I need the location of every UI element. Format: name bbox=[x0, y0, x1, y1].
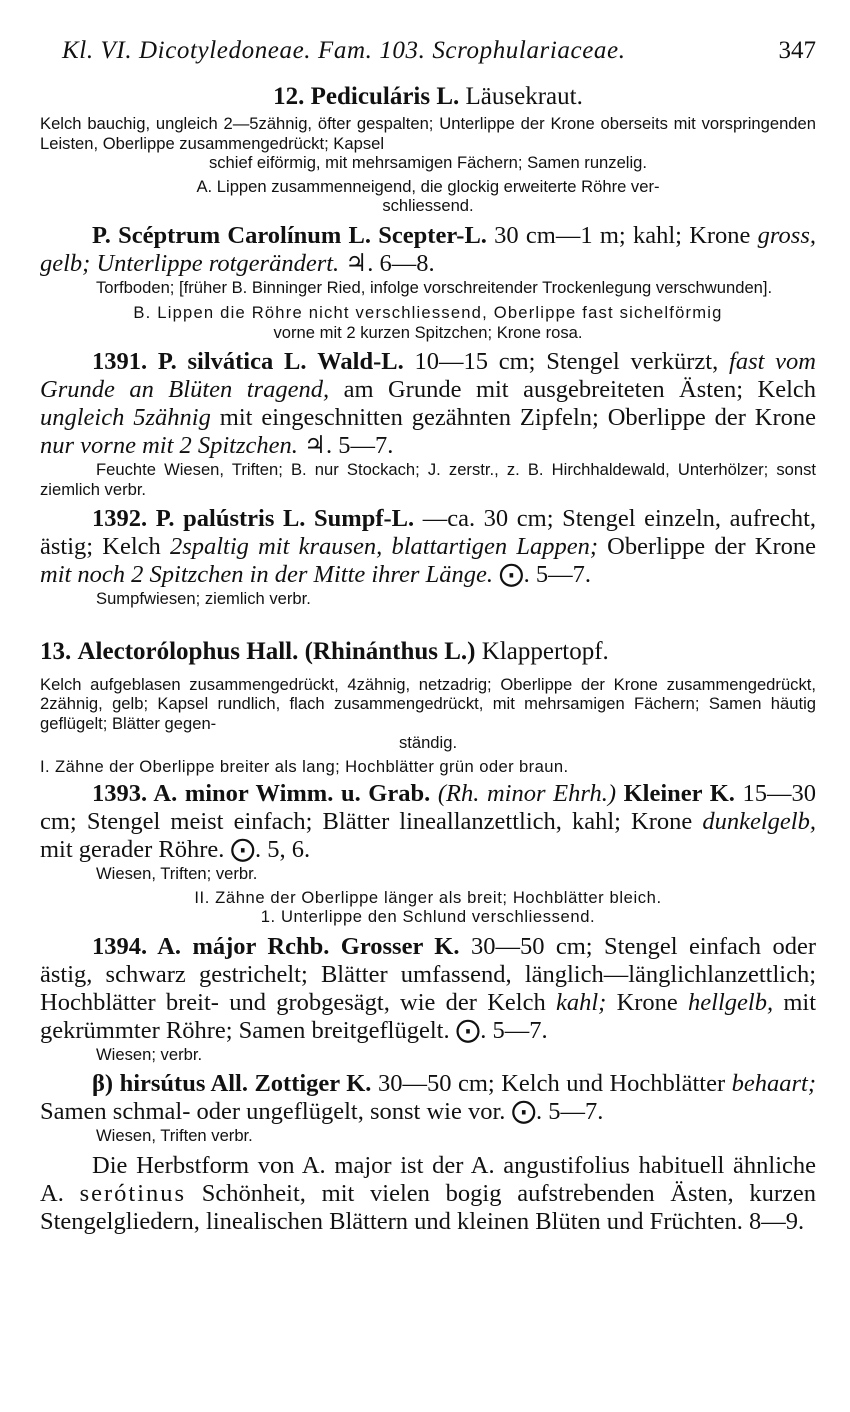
species-common-name: Grosser K. bbox=[340, 932, 460, 960]
species-common-name: Scepter-L. bbox=[378, 221, 487, 249]
genus-common-name: Klappertopf. bbox=[481, 637, 609, 665]
genus-synonym: (Rhinánthus L.) bbox=[304, 637, 476, 665]
genus-name: Pediculáris L. bbox=[310, 83, 460, 110]
variety-name: β) hirsútus All. bbox=[92, 1070, 248, 1097]
running-header bbox=[62, 36, 816, 66]
page-number: 347 bbox=[778, 37, 816, 64]
species-sceptrum: P. Scéptrum Carolínum L. Scepter-L. 30 cm—1 m; kahl; Krone gross, gelb; Unterlippe rotgerändert. ♃. 6—8. bbox=[40, 221, 816, 277]
species-name: 1393. A. minor Wimm. u. Grab. bbox=[92, 780, 431, 807]
genus-heading-13 bbox=[40, 637, 816, 667]
genus-heading-12 bbox=[40, 82, 816, 112]
species-1394: 1394. A. májor Rchb. Grosser K. 30—50 cm; Stengel einfach oder ästig, schwarz gestrichelt; Blätter umfassend, länglich—länglichlanzettlich; Hochblätter breit- und grobgesägt, wie der Kelch kahl; Krone hellgelb, mit gekrümmter Röhre; Samen breitgeflügelt. ⨀. 5—7. bbox=[40, 932, 817, 1044]
key-b: B. Lippen die Röhre nicht verschliessend, Oberlippe fast sichelförmig vorne mit 2 kurzen Spitzchen; Krone rosa. bbox=[133, 303, 723, 342]
variety-common-name: Zottiger K. bbox=[254, 1070, 372, 1097]
genus-name: Alectorólophus Hall. bbox=[77, 637, 299, 665]
genus-number: 12. bbox=[273, 83, 305, 110]
species-1392: 1392. P. palústris L. Sumpf-L. —ca. 30 cm; Stengel einzeln, aufrecht, ästig; Kelch 2spaltig mit krausen, blattartigen Lappen; Oberlippe der Krone mit noch 2 Spitzchen in der Mitte ihrer Länge. ⨀. 5—7. bbox=[40, 505, 817, 588]
species-habitat: Torfboden; [früher B. Binninger Ried, infolge vorschreitender Trockenlegung verschwunden]. bbox=[96, 277, 773, 297]
key-ii: II. Zähne der Oberlippe länger als breit; Hochblätter bleich. bbox=[194, 887, 662, 907]
genus-description-end: schief eiförmig, mit mehrsamigen Fächern; Samen runzelig. bbox=[208, 153, 648, 172]
key-i: I. Zähne der Oberlippe breiter als lang; Hochblätter grün oder braun. bbox=[40, 756, 569, 776]
running-title: Kl. VI. Dicotyledoneae. Fam. 103. Scrophulariaceae. bbox=[62, 37, 626, 64]
variety-habitat: Wiesen, Triften verbr. bbox=[96, 1126, 253, 1145]
genus-description: Kelch bauchig, ungleich 2—5zähnig, öfter gespalten; Unterlippe der Krone oberseits mit vorspringenden Leisten, Oberlippe zusammengedrückt; Kapsel bbox=[40, 114, 816, 153]
species-name: P. Scéptrum Carolínum L. bbox=[92, 221, 372, 249]
genus-common-name: Läusekraut. bbox=[465, 83, 583, 110]
variety-hirsutus: β) hirsútus All. Zottiger K. 30—50 cm; Kelch und Hochblätter behaart; Samen schmal- oder ungeflügelt, sonst wie vor. ⨀. 5—7. bbox=[40, 1070, 817, 1125]
species-1391: 1391. P. silvática L. Wald-L. 10—15 cm; Stengel verkürzt, fast vom Grunde an Blüten tragend, am Grunde mit ausgebreiteten Ästen; Kelch ungleich 5zähnig mit eingeschnitten gezähnten Zipfeln; Oberlippe der Krone nur vorne mit 2 Spitzchen. ♃. 5—7. bbox=[40, 348, 817, 459]
key-ii-1: 1. Unterlippe den Schlund verschliessend. bbox=[260, 907, 596, 926]
genus-description-end: ständig. bbox=[398, 733, 458, 752]
species-habitat: Feuchte Wiesen, Triften; B. nur Stockach; J. zerstr., z. B. Hirchhaldewald, Unterhölzer; sonst ziemlich verbr. bbox=[40, 460, 816, 499]
species-common-name: Sumpf-L. bbox=[314, 505, 415, 532]
species-common-name: Wald-L. bbox=[317, 348, 404, 375]
species-name: 1394. A. májor Rchb. bbox=[92, 932, 330, 960]
species-name: 1392. P. palústris L. bbox=[92, 505, 306, 532]
species-habitat: Sumpfwiesen; ziemlich verbr. bbox=[96, 589, 311, 608]
species-habitat: Wiesen; verbr. bbox=[96, 1044, 203, 1064]
species-common-name: Kleiner K. bbox=[623, 780, 735, 807]
species-1393: 1393. A. minor Wimm. u. Grab. (Rh. minor Ehrh.) Kleiner K. 15—30 cm; Stengel meist einfach; Blätter lineallanzettlich, kahl; Krone dunkelgelb, mit gerader Röhre. ⨀. 5, 6. bbox=[40, 780, 817, 863]
autumn-form-note: Die Herbstform von A. major ist der A. angustifolius habituell ähnliche A. serótinus Schönheit, mit vielen bogig aufstrebenden Ästen, kurzen Stengelgliedern, linealischen Blättern und kleinen Blüten und Früchten. 8—9. bbox=[40, 1151, 817, 1235]
species-name: 1391. P. silvática L. bbox=[92, 348, 307, 375]
genus-description: Kelch aufgeblasen zusammengedrückt, 4zähnig, netzadrig; Oberlippe der Krone zusammengedrückt, 2zähnig, gelb; Kapsel rundlich, flach zusammengedrückt, mit mehrsamigen Fächern; Samen häutig geflügelt; Blätter gegen- bbox=[40, 674, 816, 733]
species-habitat: Wiesen, Triften; verbr. bbox=[96, 864, 258, 883]
species-synonym: (Rh. minor Ehrh.) bbox=[437, 780, 616, 807]
key-a: A. Lippen zusammenneigend, die glockig erweiterte Röhre ver- schliessend. bbox=[196, 176, 660, 215]
genus-number: 13. bbox=[40, 637, 72, 665]
